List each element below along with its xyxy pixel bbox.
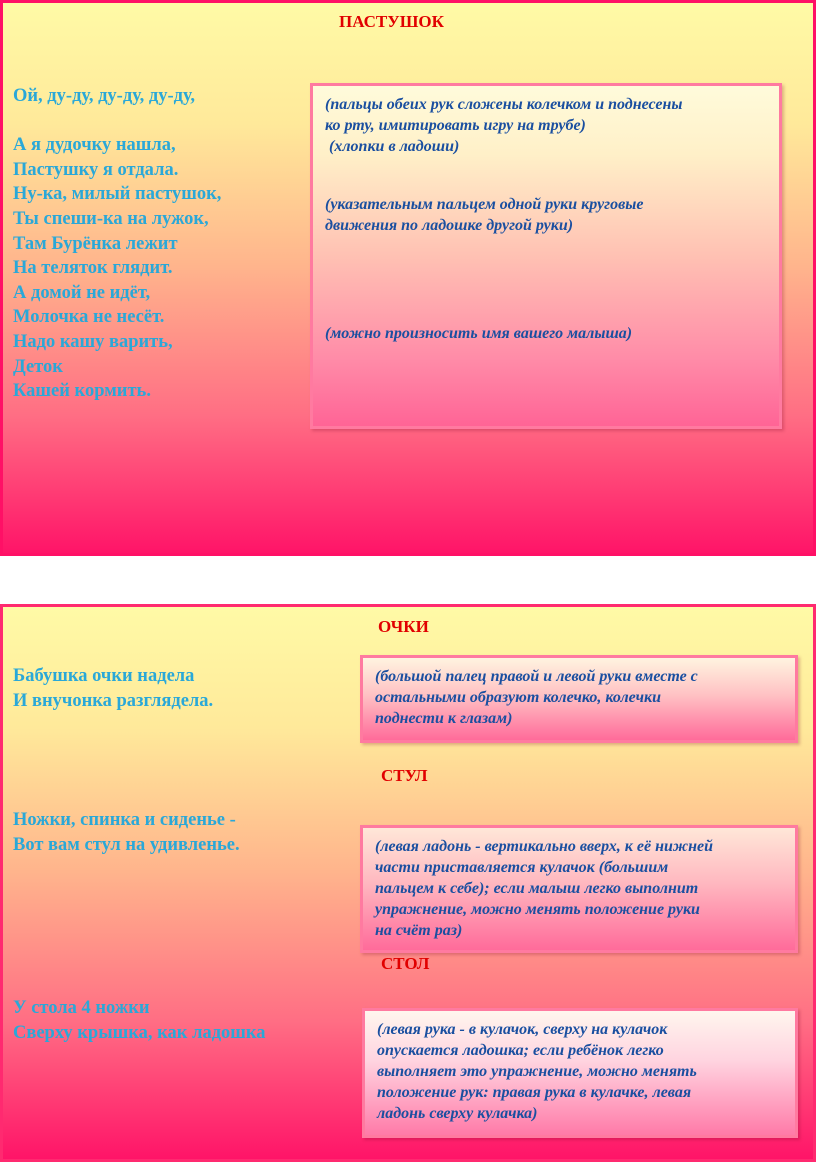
instruction-line: (можно произносить имя вашего малыша) [325,325,633,342]
poem-line [13,109,221,134]
instruction-line: на счёт раз) [375,922,463,939]
poem-line: Ножки, спинка и сиденье - [13,810,236,830]
ochki-instructions-box [360,655,798,743]
instruction-line: (левая ладонь - вертикально вверх, к её нижней [375,838,713,855]
stol-title: СТОЛ [381,954,430,973]
stol-instructions-box [362,1008,798,1138]
stul-poem [13,808,240,857]
poem-line: Ты спеши-ка на лужок, [13,208,209,229]
instruction-line: ладонь сверху кулачка) [377,1105,538,1122]
poem-line: И внучонка разглядела. [13,690,214,711]
instruction-line: пальцем к себе); если малыш легко выполнит [375,880,699,897]
stul-instructions-box [360,825,798,953]
ochki-title: ОЧКИ [378,617,429,636]
instruction-line: остальными образуют колечко, колечки [375,689,661,706]
pastushok-title: ПАСТУШОК [339,12,444,31]
instruction-line: (большой палец правой и левой руки вместе с [375,668,698,685]
poem-line: Бабушка очки надела [13,666,195,686]
stul-title: СТУЛ [381,766,428,785]
poem-line: А я дудочку нашла, [13,135,176,156]
poem-line: Пастушку я отдала. [13,159,179,180]
ochki-poem [13,664,213,713]
poem-line: Деток [13,356,63,377]
poem-line: У стола 4 ножки [13,998,150,1018]
instruction-line: выполняет это упражнение, можно менять [377,1063,697,1080]
poem-line: Вот вам стул на удивленье. [13,834,240,855]
instruction-line: (левая рука - в кулачок, сверху на кулачок [377,1021,668,1038]
instruction-line: части приставляется кулачок (большим [375,859,669,876]
poem-line: На теляток глядит. [13,258,173,279]
poem-line: Там Бурёнка лежит [13,233,178,254]
instruction-line: положение рук: правая рука в кулачке, левая [377,1084,692,1101]
poem-line: Сверху крышка, как ладошка [13,1022,266,1043]
instruction-line: (пальцы обеих рук сложены колечком и поднесены [325,96,683,113]
instruction-line: упражнение, можно менять положение руки [375,901,700,918]
instruction-line: движения по ладошке другой руки) [325,217,574,234]
stol-poem [13,996,266,1045]
poem-line: А домой не идёт, [13,282,151,303]
poem-line: Надо кашу варить, [13,331,173,352]
instruction-line: (указательным пальцем одной руки круговые [325,196,644,213]
instruction-line: поднести к глазам) [375,710,513,727]
pastushok-instructions-box [310,83,782,429]
instruction-line: (хлопки в ладоши) [325,138,460,155]
instruction-line: опускается ладошка; если ребёнок легко [377,1042,664,1059]
poem-line: Молочка не несёт. [13,307,165,328]
pastushok-poem [13,84,221,404]
poem-line: Ну-ка, милый пастушок, [13,184,222,205]
poem-line: Кашей кормить. [13,381,151,402]
poem-line: Ой, ду-ду, ду-ду, ду-ду, [13,86,196,106]
instruction-line: ко рту, имитировать игру на трубе) [325,117,586,134]
